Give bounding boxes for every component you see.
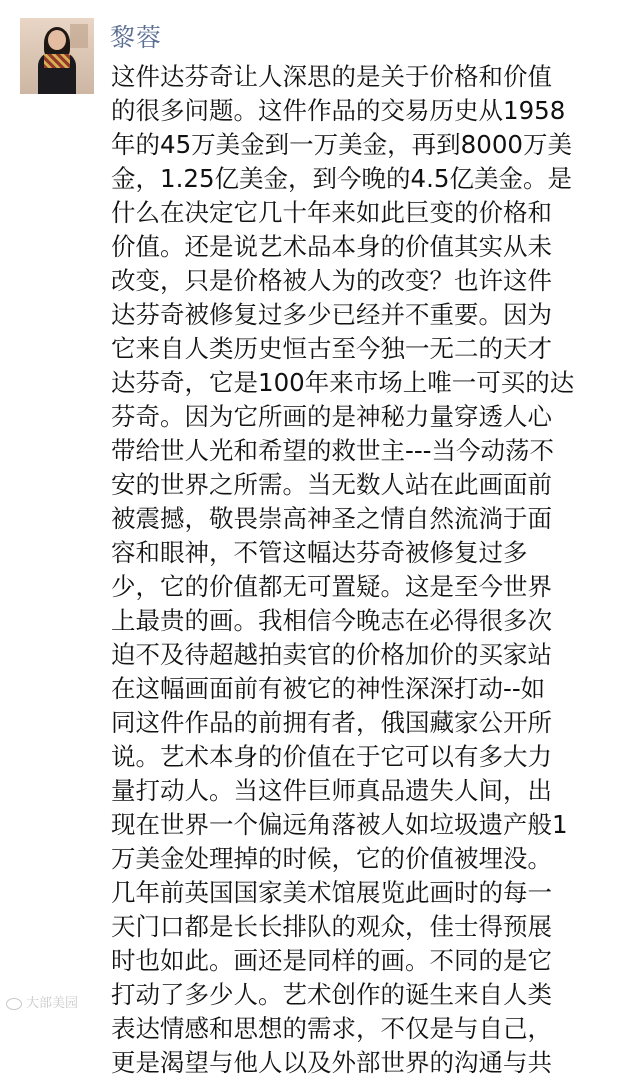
avatar-scarf — [44, 54, 70, 68]
post-text-line: 这件达芬奇让人深思的是关于价格和价值 — [111, 62, 552, 91]
post-text-line: 量打动人。当这件巨师真品遗失人间，出 — [111, 776, 552, 805]
post-text-line: 几年前英国国家美术馆展览此画时的每一 — [111, 878, 552, 907]
post-text-line: 年的45万美金到一万美金，再到8000万美 — [111, 130, 573, 159]
watermark — [6, 996, 78, 1012]
post-text-line: 容和眼神，不管这幅达芬奇被修复过多 — [111, 538, 528, 567]
post-text-line: 万美金处理掉的时候，它的价值被埋没。 — [111, 844, 552, 873]
author-name[interactable]: 黎蓉 — [110, 23, 163, 52]
post-text-line: 被震撼，敬畏崇高神圣之情自然流淌于面 — [111, 504, 552, 533]
post-text-line: 时也如此。画还是同样的画。不同的是它 — [111, 946, 552, 975]
post-text-line: 达芬奇，它是100年来市场上唯一可买的达 — [111, 368, 575, 397]
watermark-text: 大部美园 — [26, 996, 79, 1011]
post-text-line: 上最贵的画。我相信今晚志在必得很多次 — [111, 606, 552, 635]
post-text-line: 天门口都是长长排队的观众，佳士得预展 — [111, 912, 552, 941]
post-text-line: 带给世人光和希望的救世主---当今动荡不 — [111, 436, 555, 465]
post-text-line: 迫不及待超越拍卖官的价格加价的买家站 — [111, 640, 552, 669]
post-text-line: 它来自人类历史恒古至今独一无二的天才 — [111, 334, 552, 363]
post-text-line: 达芬奇被修复过多少已经并不重要。因为 — [111, 300, 552, 329]
avatar[interactable] — [20, 18, 94, 94]
post-text-line: 的很多问题。这件作品的交易历史从1958 — [111, 96, 566, 125]
post-text-line: 少，它的价值都无可置疑。这是至今世界 — [111, 572, 552, 601]
weibo-icon — [6, 998, 22, 1010]
post-text-line: 表达情感和思想的需求，不仅是与自己， — [111, 1014, 552, 1043]
post-text-line: 同这件作品的前拥有者，俄国藏家公开所 — [111, 708, 552, 737]
post-text-line: 改变，只是价格被人为的改变？也许这件 — [111, 266, 552, 295]
post-text-line: 价值。还是说艺术品本身的价值其实从未 — [111, 232, 552, 261]
avatar-face — [48, 30, 66, 50]
avatar-background-frame — [70, 24, 88, 48]
post-text-line: 更是渴望与他人以及外部世界的沟通与共 — [111, 1048, 552, 1077]
post-text-line: 现在世界一个偏远角落被人如垃圾遗产般1 — [111, 810, 568, 839]
post-text-line: 金，1.25亿美金，到今晚的4.5亿美金。是 — [111, 164, 573, 193]
post-text-line: 说。艺术本身的价值在于它可以有多大力 — [111, 742, 552, 771]
post-text-line: 芬奇。因为它所画的是神秘力量穿透人心 — [111, 402, 552, 431]
post-content — [111, 60, 636, 1080]
post-text-line: 安的世界之所需。当无数人站在此画面前 — [111, 470, 552, 499]
post-text-line: 什么在决定它几十年来如此巨变的价格和 — [111, 198, 552, 227]
post-text-line: 打动了多少人。艺术创作的诞生来自人类 — [111, 980, 552, 1009]
post-text-line: 在这幅画面前有被它的神性深深打动--如 — [111, 674, 546, 703]
